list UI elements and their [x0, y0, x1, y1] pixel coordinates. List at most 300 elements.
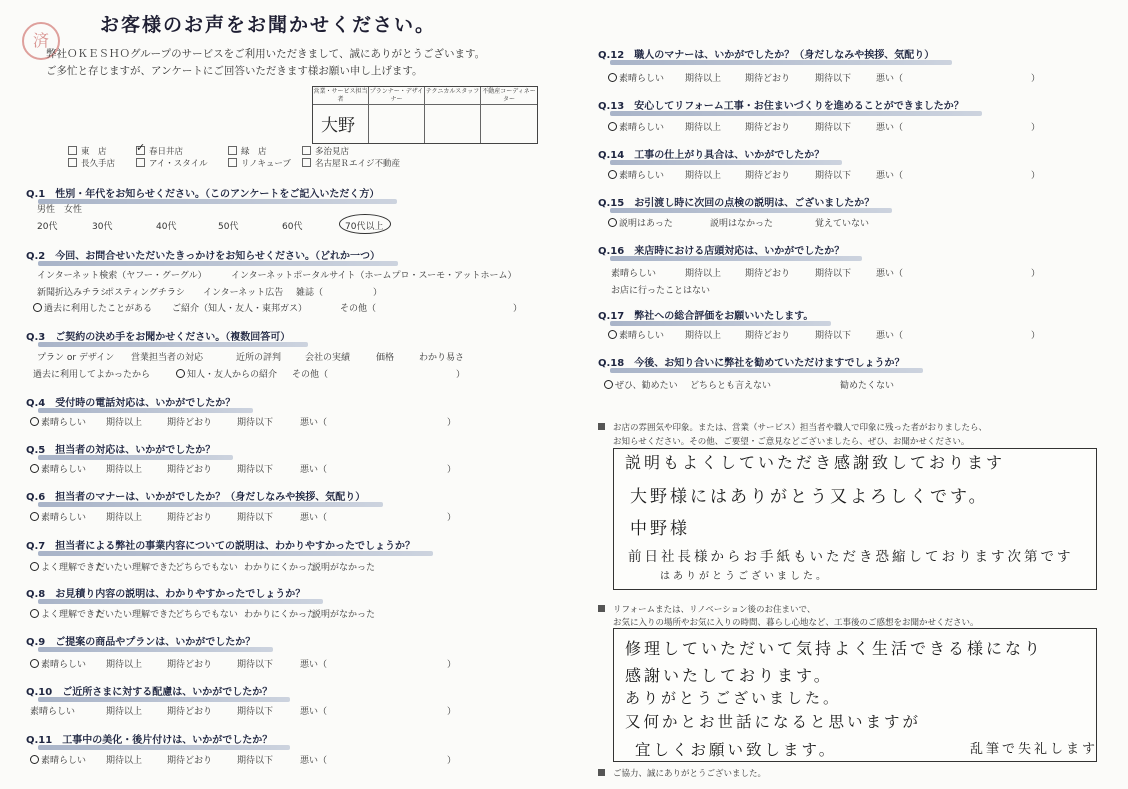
option-label: 素晴らしい	[41, 756, 87, 766]
question-heading: Q.17 弊社への総合評価をお願いいたします。	[598, 307, 813, 322]
option-label: ）	[447, 660, 457, 670]
answer-option[interactable]	[30, 657, 86, 670]
option-label: だいたい理解できた	[96, 610, 178, 620]
option-label: 素晴らしい	[41, 660, 87, 670]
question-heading: Q.9 ご提案の商品やプランは、いかがでしたか？	[26, 633, 255, 648]
option-label: 悪い（	[300, 418, 328, 428]
option-label: 期待以下	[815, 123, 852, 133]
option-label: 過去に利用したことがある	[44, 304, 153, 314]
option-label: 説明がなかった	[312, 563, 376, 573]
staff-header: 不動産コーディネーター	[482, 88, 536, 103]
answer-option[interactable]	[300, 753, 327, 766]
answer-option[interactable]	[300, 462, 327, 475]
selected-circle-icon	[608, 330, 617, 339]
option-label: 覚えていない	[815, 219, 870, 229]
staff-value[interactable]	[369, 105, 425, 143]
answer-option[interactable]	[745, 266, 790, 279]
store-label: 東 店	[81, 147, 107, 157]
answer-option[interactable]	[815, 216, 869, 229]
answer-option[interactable]	[203, 285, 283, 298]
option-label: 素晴らしい	[41, 418, 87, 428]
option-label: お店に行ったことはない	[611, 286, 711, 296]
answer-option[interactable]	[710, 216, 773, 229]
selected-circle-icon	[608, 170, 617, 179]
checkbox[interactable]	[228, 158, 237, 167]
option-label: 期待どおり	[167, 707, 213, 717]
option-label: ）	[373, 288, 383, 298]
answer-option[interactable]	[376, 350, 394, 363]
option-label: だいたい理解できた	[96, 563, 178, 573]
option-label: わかりにくかった	[244, 610, 317, 620]
option-label: 男性	[37, 205, 56, 215]
option-label: わかりにくかった	[244, 563, 317, 573]
option-label: 素晴らしい	[41, 465, 87, 475]
comment1-prompt-line: お知らせください。その他、ご要望・ご意見などございましたら、ぜひ、お聞かせください。	[613, 437, 970, 447]
option-label: 期待以下	[815, 74, 852, 84]
option-label: 期待以上	[685, 123, 722, 133]
option-label: 悪い（	[300, 707, 328, 717]
option-label: 近所の評判	[236, 353, 282, 363]
answer-option[interactable]	[690, 378, 771, 391]
answer-option[interactable]	[305, 350, 350, 363]
answer-option[interactable]	[167, 510, 212, 523]
option-label: ）	[1031, 269, 1041, 279]
handwritten-line: はありがとうございました。	[660, 571, 829, 582]
option-label: 期待以下	[237, 660, 274, 670]
answer-option[interactable]	[30, 510, 86, 523]
answer-option[interactable]	[237, 415, 273, 428]
option-label: 期待以下	[237, 707, 274, 717]
answer-option[interactable]	[96, 607, 177, 620]
answer-option[interactable]	[218, 219, 238, 232]
answer-option[interactable]	[105, 285, 185, 298]
answer-option[interactable]	[282, 219, 302, 232]
answer-option[interactable]	[172, 301, 307, 314]
selected-circle-icon	[608, 218, 617, 227]
option-label: ）	[1031, 74, 1041, 84]
option-label: ）	[1031, 331, 1041, 341]
store-option[interactable]	[302, 157, 400, 169]
option-label: ご紹介（知人・友人・東邦ガス）	[172, 304, 308, 314]
option-label: 素晴らしい	[611, 269, 657, 279]
option-label: 悪い（	[300, 513, 328, 523]
store-label: リノキューブ	[241, 159, 291, 169]
option-label: 50代	[218, 222, 239, 232]
question-heading: Q.7 担当者による弊社の事業内容についての説明は、わかりやすかったでしょうか？	[26, 537, 415, 552]
comment2-prompt	[598, 603, 815, 615]
question-heading: Q.4 受付時の電話対応は、いかがでしたか？	[26, 394, 235, 409]
staff-value[interactable]	[481, 105, 537, 143]
handwritten-line: 大野様にはありがとう又よろしくです。	[630, 487, 989, 507]
answer-option[interactable]	[64, 202, 82, 215]
option-label: 素晴らしい	[619, 171, 665, 181]
selected-circle-icon	[30, 659, 39, 668]
option-label: 悪い（	[300, 660, 328, 670]
option-label: 期待どおり	[745, 74, 791, 84]
selected-circle-icon	[30, 609, 39, 618]
option-label: 新聞折込みチラシ	[37, 288, 110, 298]
answer-option[interactable]	[176, 367, 277, 380]
staff-table	[312, 86, 538, 144]
answer-option[interactable]	[815, 71, 851, 84]
answer-option[interactable]	[312, 607, 375, 620]
staff-value[interactable]	[425, 105, 481, 143]
option-label: 期待以下	[815, 331, 852, 341]
option-bracket	[447, 510, 456, 523]
option-label: 女性	[64, 205, 83, 215]
option-bracket	[456, 367, 465, 380]
option-label: 40代	[156, 222, 177, 232]
store-option[interactable]	[228, 157, 291, 169]
option-bracket	[1031, 328, 1040, 341]
option-label: 素晴らしい	[619, 331, 665, 341]
seal-stamp: 済	[22, 22, 60, 60]
answer-option[interactable]	[340, 301, 376, 314]
question-heading: Q.3 ご契約の決め手をお聞かせください。（複数回答可）	[26, 328, 290, 343]
answer-option[interactable]	[37, 285, 109, 298]
staff-header: プランナー・デザイナー	[369, 88, 424, 103]
option-label: 期待どおり	[745, 331, 791, 341]
answer-option[interactable]	[608, 216, 673, 229]
option-label: ）	[447, 707, 457, 717]
answer-option[interactable]	[237, 657, 273, 670]
option-bracket	[373, 285, 382, 298]
option-label: 期待どおり	[167, 465, 213, 475]
answer-option[interactable]	[685, 120, 721, 133]
selected-circle-icon	[608, 122, 617, 131]
checkbox[interactable]	[228, 146, 237, 155]
answer-option[interactable]	[30, 415, 86, 428]
checkbox[interactable]	[302, 158, 311, 167]
answer-option[interactable]	[300, 704, 327, 717]
question-heading: Q.18 今後、お知り合いに弊社を勧めていただけますでしょうか？	[598, 354, 905, 369]
answer-option[interactable]	[815, 266, 851, 279]
answer-option[interactable]	[30, 753, 86, 766]
footer-thanks	[598, 767, 766, 779]
option-label: ）	[456, 370, 466, 380]
option-label: 30代	[92, 222, 113, 232]
option-label: 期待以上	[685, 269, 722, 279]
option-bracket	[447, 657, 456, 670]
answer-option[interactable]	[876, 168, 903, 181]
answer-option[interactable]	[685, 266, 721, 279]
question-heading: Q.14 工事の仕上がり具合は、いかがでしたか？	[598, 146, 824, 161]
option-label: プラン or デザイン	[37, 353, 115, 363]
answer-option[interactable]	[815, 120, 851, 133]
store-option[interactable]	[136, 145, 183, 157]
option-label: 期待以上	[106, 707, 143, 717]
intro-line-2: ご多忙と存じますが、アンケートにご回答いただきます様お願い申し上げます。	[46, 65, 423, 77]
option-label: 会社の実績	[305, 353, 351, 363]
answer-option[interactable]	[237, 704, 273, 717]
option-label: ぜひ、勧めたい	[615, 381, 678, 391]
answer-option[interactable]	[106, 415, 142, 428]
comment1-prompt-line: お店の雰囲気や印象。または、営業（サービス）担当者や職人で印象に残った者がおりましたら、	[613, 423, 988, 433]
option-label: その他（	[292, 370, 329, 380]
answer-option[interactable]	[745, 120, 790, 133]
handwritten-line: 乱筆で失礼します	[970, 742, 1099, 757]
answer-option[interactable]	[96, 560, 177, 573]
answer-option[interactable]	[131, 350, 203, 363]
option-label: インターネット検索（ヤフー・グーグル）	[37, 271, 207, 281]
store-option[interactable]	[68, 145, 107, 157]
answer-option[interactable]	[167, 704, 212, 717]
handwritten-line: 前日社長様からお手紙もいただき恐縮しております次第です	[628, 549, 1074, 565]
store-label: 多治見店	[315, 147, 350, 157]
question-heading: Q.2 今回、お問合せいただいたきっかけをお知らせください。（どれか一つ）	[26, 247, 380, 262]
option-label: 営業担当者の対応	[131, 353, 204, 363]
store-option[interactable]	[68, 157, 115, 169]
answer-option[interactable]	[312, 560, 375, 573]
store-option[interactable]	[228, 145, 267, 157]
checkbox[interactable]	[68, 146, 77, 155]
handwritten-line: 宜しくお願い致します。	[635, 741, 838, 759]
option-label: 悪い（	[876, 171, 904, 181]
option-label: 20代	[37, 222, 58, 232]
answer-option[interactable]	[685, 168, 721, 181]
answer-option[interactable]	[685, 71, 721, 84]
option-label: 期待以下	[237, 465, 274, 475]
option-label: 期待以上	[106, 756, 143, 766]
answer-option[interactable]	[33, 367, 150, 380]
answer-option[interactable]	[876, 71, 903, 84]
selected-circle-icon	[604, 380, 613, 389]
answer-option[interactable]	[106, 753, 142, 766]
store-label: 緑 店	[241, 147, 267, 157]
option-label: 期待以上	[106, 660, 143, 670]
answer-option[interactable]	[167, 415, 212, 428]
option-label: 期待以上	[685, 171, 722, 181]
option-label: 説明はなかった	[710, 219, 774, 229]
square-bullet-icon	[598, 423, 605, 430]
answer-option[interactable]	[608, 120, 664, 133]
answer-option[interactable]	[611, 266, 656, 279]
option-label: 期待以上	[685, 74, 722, 84]
answer-option[interactable]	[106, 462, 142, 475]
answer-option[interactable]	[237, 753, 273, 766]
question-heading: Q.8 お見積り内容の説明は、わかりやすかったでしょうか？	[26, 585, 305, 600]
answer-option[interactable]	[292, 367, 328, 380]
option-label: 期待どおり	[745, 171, 791, 181]
option-label: 期待以下	[237, 513, 274, 523]
option-bracket	[1031, 266, 1040, 279]
answer-option[interactable]	[608, 168, 664, 181]
option-label: 悪い（	[300, 465, 328, 475]
answer-option[interactable]	[608, 71, 664, 84]
option-label: 悪い（	[300, 756, 328, 766]
option-label: 素晴らしい	[619, 74, 665, 84]
handwritten-line: 中野様	[630, 519, 690, 539]
option-label: ）	[513, 304, 523, 314]
question-heading: Q.15 お引渡し時に次回の点検の説明は、ございましたか？	[598, 194, 874, 209]
answer-option[interactable]	[815, 328, 851, 341]
option-label: 期待以下	[815, 269, 852, 279]
answer-option[interactable]	[745, 168, 790, 181]
answer-option[interactable]	[815, 168, 851, 181]
answer-option[interactable]	[296, 285, 323, 298]
option-label: 悪い（	[876, 269, 904, 279]
answer-option[interactable]	[237, 510, 273, 523]
option-bracket	[1031, 71, 1040, 84]
checkbox[interactable]	[136, 158, 145, 167]
option-label: 期待どおり	[745, 123, 791, 133]
question-heading: Q.11 工事中の美化・後片付けは、いかがでしたか？	[26, 731, 272, 746]
answer-option[interactable]	[37, 202, 55, 215]
checkbox[interactable]	[68, 158, 77, 167]
answer-option[interactable]	[685, 328, 721, 341]
option-label: その他（	[340, 304, 377, 314]
age-answer-circle	[339, 214, 391, 234]
answer-option[interactable]	[156, 219, 176, 232]
answer-option[interactable]	[92, 219, 112, 232]
checkmark-icon[interactable]	[136, 146, 145, 155]
answer-option[interactable]	[608, 328, 664, 341]
handwritten-line: 修理していただいて気持よく生活できる様になり	[625, 639, 1044, 658]
question-heading: Q.10 ご近所さまに対する配慮は、いかがでしたか？	[26, 683, 272, 698]
option-label: 勧めたくない	[840, 381, 895, 391]
option-label: 期待どおり	[167, 513, 213, 523]
option-bracket	[447, 415, 456, 428]
selected-circle-icon	[30, 755, 39, 764]
question-heading: Q.13 安心してリフォーム工事・お住まいづくりを進めることができましたか？	[598, 97, 964, 112]
store-label: 名古屋Ｒエイジ不動産	[315, 159, 401, 169]
option-label: 説明はあった	[619, 219, 673, 229]
question-heading: Q.5 担当者の対応は、いかがでしたか？	[26, 441, 215, 456]
staff-value[interactable]: 大野	[313, 105, 369, 143]
checkbox[interactable]	[302, 146, 311, 155]
option-label: 雑誌（	[296, 288, 324, 298]
store-option[interactable]	[136, 157, 208, 169]
answer-option[interactable]	[30, 704, 75, 717]
handwritten-line: 説明もよくしていただき感謝致しております	[625, 453, 1006, 472]
option-label: ）	[1031, 123, 1041, 133]
answer-option[interactable]	[175, 560, 238, 573]
answer-option[interactable]	[300, 415, 327, 428]
comment1-prompt	[598, 421, 987, 433]
staff-header: テクニカルスタッフ	[425, 87, 481, 105]
answer-option[interactable]	[106, 704, 142, 717]
option-label: 期待以下	[815, 171, 852, 181]
option-label: 期待以下	[237, 418, 274, 428]
answer-option[interactable]	[231, 268, 516, 281]
answer-option[interactable]	[106, 510, 142, 523]
answer-option[interactable]	[106, 657, 142, 670]
answer-option[interactable]	[840, 378, 894, 391]
staff-header: 営業・サービス担当者	[313, 88, 368, 103]
answer-option[interactable]	[30, 560, 104, 573]
option-label: 素晴らしい	[41, 513, 87, 523]
option-label: 価格	[376, 353, 395, 363]
question-heading: Q.6 担当者のマナーは、いかがでしたか？（身だしなみや挨拶、気配り）	[26, 488, 365, 503]
answer-option[interactable]	[244, 607, 316, 620]
option-label: ）	[447, 513, 457, 523]
answer-option[interactable]	[33, 301, 152, 314]
selected-circle-icon	[176, 369, 185, 378]
answer-option[interactable]	[244, 560, 316, 573]
option-label: 60代	[282, 222, 303, 232]
selected-circle-icon	[608, 73, 617, 82]
square-bullet-icon	[598, 605, 605, 612]
selected-circle-icon	[33, 303, 42, 312]
option-bracket	[447, 704, 456, 717]
answer-option[interactable]	[876, 120, 903, 133]
handwritten-line: ありがとうございました。	[625, 689, 842, 707]
handwritten-line: 感謝いたしております。	[625, 666, 833, 685]
option-label: インターネット広告	[203, 288, 284, 298]
option-label: ポスティングチラシ	[105, 288, 185, 298]
answer-option[interactable]	[876, 328, 903, 341]
option-label: よく理解できた	[41, 563, 105, 573]
option-label: わかり易さ	[419, 353, 465, 363]
answer-option[interactable]	[419, 350, 464, 363]
answer-option[interactable]	[37, 350, 114, 363]
option-label: どちらとも言えない	[690, 381, 772, 391]
answer-option[interactable]	[745, 71, 790, 84]
answer-option[interactable]	[236, 350, 281, 363]
square-bullet-icon	[598, 769, 605, 776]
answer-option[interactable]	[237, 462, 273, 475]
answer-option[interactable]	[300, 657, 327, 670]
option-label: どちらでもない	[175, 610, 238, 620]
comment2-prompt-line: リフォームまたは、リノベーション後のお住まいで、	[613, 605, 816, 615]
answer-option[interactable]	[167, 753, 212, 766]
selected-circle-icon	[30, 562, 39, 571]
answer-option[interactable]	[876, 266, 903, 279]
answer-option[interactable]	[604, 378, 678, 391]
store-label: アイ・スタイル	[149, 159, 208, 169]
handwritten-line: 又何かとお世話になると思いますが	[625, 713, 922, 731]
comment2-prompt-line: お気に入りの場所やお気に入りの時間、暮らし心地など、工事後のご感想をお聞かせください。	[613, 618, 979, 628]
option-label: ）	[447, 465, 457, 475]
selected-circle-icon	[30, 464, 39, 473]
option-label: ）	[1031, 171, 1041, 181]
option-label: 期待以上	[106, 513, 143, 523]
option-label: 期待どおり	[167, 660, 213, 670]
option-label: よく理解できた	[41, 610, 105, 620]
option-label: ）	[447, 756, 457, 766]
option-bracket	[447, 462, 456, 475]
answer-option[interactable]	[37, 219, 57, 232]
option-bracket	[513, 301, 522, 314]
option-label: 悪い（	[876, 74, 904, 84]
store-option[interactable]	[302, 145, 349, 157]
option-bracket	[1031, 168, 1040, 181]
option-label: ）	[447, 418, 457, 428]
answer-option[interactable]	[167, 462, 212, 475]
option-label: 知人・友人からの紹介	[187, 370, 278, 380]
answer-option[interactable]	[745, 328, 790, 341]
option-label: 過去に利用してよかったから	[33, 370, 151, 380]
option-bracket	[447, 753, 456, 766]
question-heading: Q.16 来店時における店頭対応は、いかがでしたか？	[598, 242, 844, 257]
answer-option[interactable]	[175, 607, 238, 620]
question-heading: Q.12 職人のマナーは、いかがでしたか？（身だしなみや挨拶、気配り）	[598, 46, 934, 61]
option-label: 期待どおり	[167, 756, 213, 766]
answer-option[interactable]	[300, 510, 327, 523]
answer-option[interactable]	[37, 268, 207, 281]
option-label: 期待どおり	[745, 269, 791, 279]
option-label: 素晴らしい	[619, 123, 665, 133]
answer-option[interactable]	[611, 283, 710, 296]
answer-option[interactable]	[30, 607, 104, 620]
option-label: 期待以上	[685, 331, 722, 341]
answer-option[interactable]	[167, 657, 212, 670]
answer-option[interactable]	[30, 462, 86, 475]
option-bracket	[1031, 120, 1040, 133]
intro-line-1: 弊社ＯＫＥＳＨＯグループのサービスをご利用いただきまして、誠にありがとうございます。	[46, 48, 486, 60]
store-label: 長久手店	[81, 159, 116, 169]
question-heading: Q.1 性別・年代をお知らせください。（このアンケートをご記入いただく方）	[26, 185, 379, 200]
